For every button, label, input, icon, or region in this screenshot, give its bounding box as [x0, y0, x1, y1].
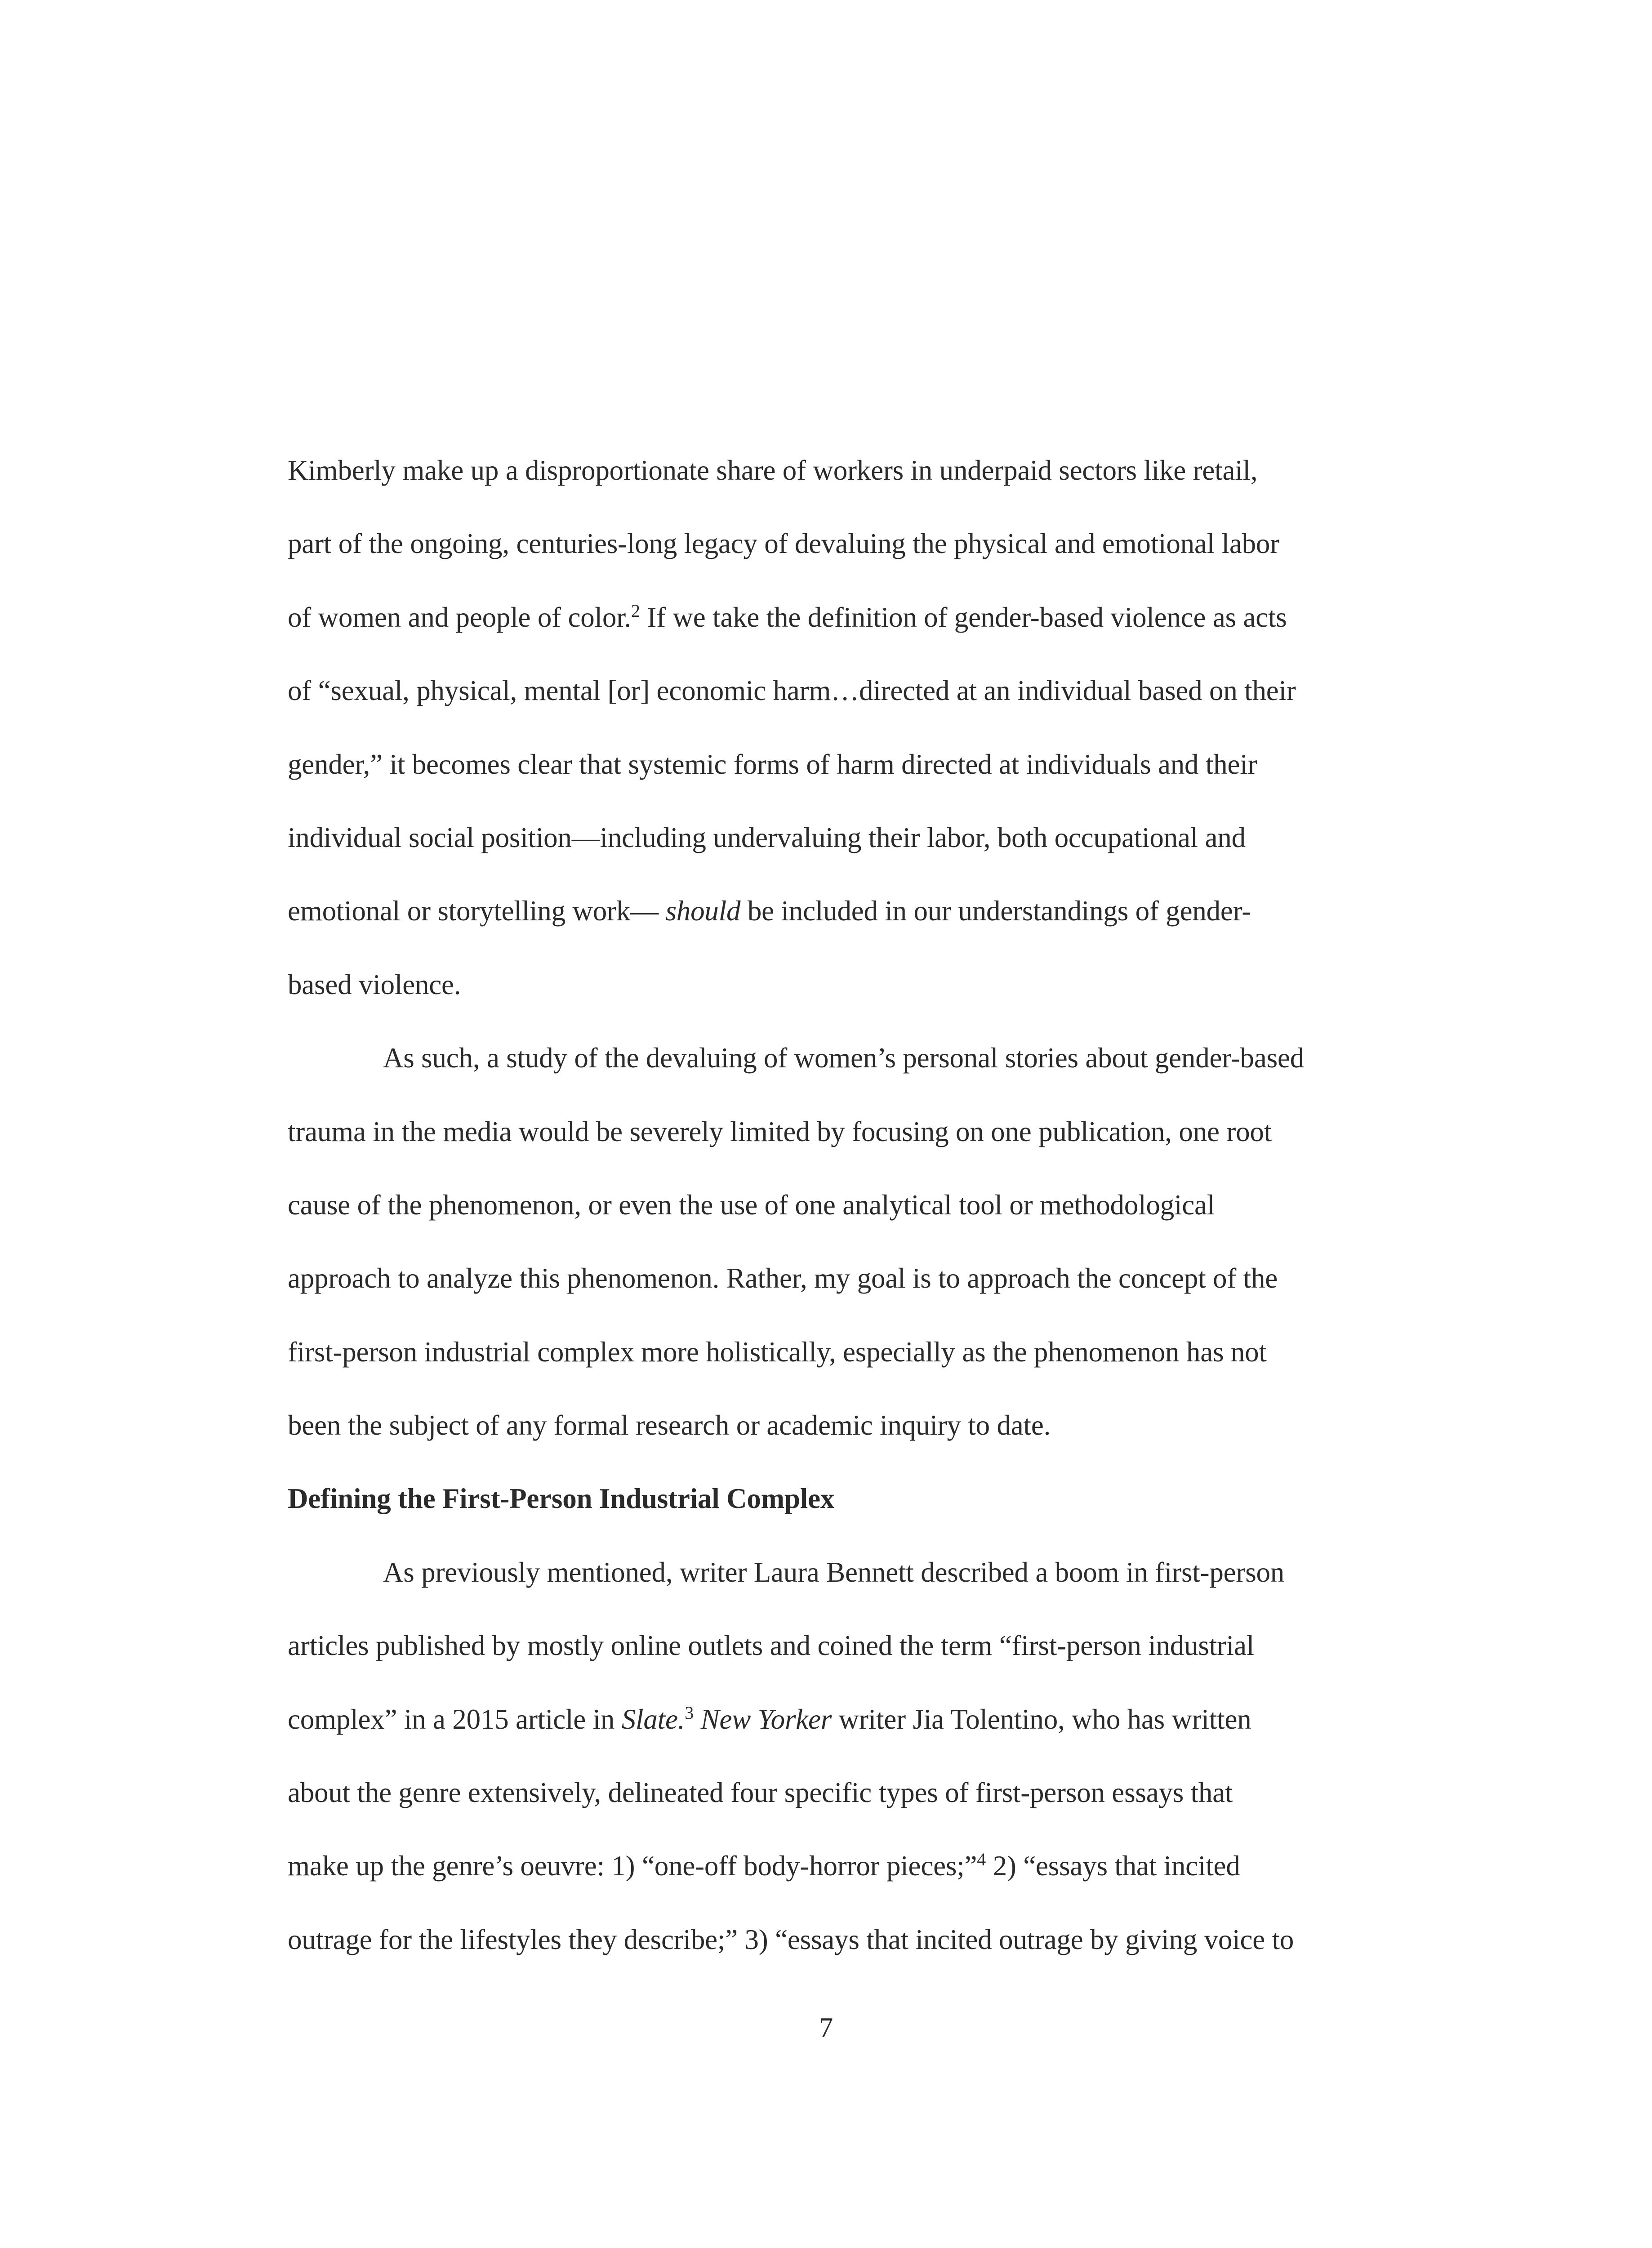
- text-line: [288, 1756, 1438, 1829]
- text-run: of women and people of color.: [288, 601, 631, 633]
- section-heading: [288, 1462, 1438, 1535]
- text-line: [288, 728, 1438, 801]
- text-line: [288, 1021, 1438, 1095]
- text-run: first-person industrial complex more holistically, especially as the phenomenon has not: [288, 1336, 1267, 1368]
- text-line: [288, 434, 1438, 507]
- text-line: [288, 1169, 1438, 1242]
- text-line: [288, 1683, 1438, 1756]
- page-number: 7: [819, 2012, 833, 2043]
- text-run: make up the genre’s oeuvre: 1) “one-off body-horror pieces;”: [288, 1850, 977, 1882]
- footnote-marker: 4: [977, 1849, 986, 1870]
- text-line: [288, 507, 1438, 580]
- italic-text: Slate.: [621, 1703, 685, 1735]
- text-run: be included in our understandings of gender-: [740, 895, 1251, 927]
- text-line: [288, 1829, 1438, 1903]
- italic-text: New Yorker: [700, 1703, 832, 1735]
- text-line: [288, 948, 1438, 1021]
- text-line: [288, 1095, 1438, 1169]
- text-line: [288, 654, 1438, 727]
- text-run: of “sexual, physical, mental [or] economic harm…directed at an individual based on their: [288, 675, 1296, 707]
- text-run: approach to analyze this phenomenon. Rather, my goal is to approach the concept of the: [288, 1262, 1278, 1294]
- text-run: [694, 1704, 701, 1735]
- text-run: based violence.: [288, 968, 461, 1000]
- text-run: Defining the First-Person Industrial Complex: [288, 1483, 835, 1515]
- text-run: about the genre extensively, delineated four specific types of first-person essays that: [288, 1777, 1233, 1809]
- text-run: 2) “essays that incited: [986, 1850, 1240, 1882]
- body-text: [288, 434, 1438, 1976]
- text-line: [288, 1389, 1438, 1462]
- text-run: gender,” it becomes clear that systemic forms of harm directed at individuals and their: [288, 748, 1257, 780]
- text-run: complex” in a 2015 article in: [288, 1703, 622, 1735]
- text-run: articles published by mostly online outlets and coined the term “first-person industrial: [288, 1630, 1255, 1662]
- text-run: As such, a study of the devaluing of women’s personal stories about gender-based: [383, 1042, 1305, 1074]
- text-run: As previously mentioned, writer Laura Bennett described a boom in first-person: [383, 1556, 1285, 1588]
- text-run: been the subject of any formal research or academic inquiry to date.: [288, 1409, 1051, 1441]
- text-line: [288, 801, 1438, 874]
- italic-text: should: [665, 895, 741, 927]
- text-run: trauma in the media would be severely limited by focusing on one publication, one root: [288, 1115, 1272, 1147]
- text-line: [288, 1903, 1438, 1976]
- footnote-marker: 2: [631, 600, 640, 621]
- text-run: cause of the phenomenon, or even the use of one analytical tool or methodological: [288, 1189, 1215, 1221]
- text-run: If we take the definition of gender-based violence as acts: [640, 601, 1287, 633]
- text-run: outrage for the lifestyles they describe;” 3) “essays that incited outrage by giving voice to: [288, 1923, 1294, 1955]
- text-line: [288, 874, 1438, 948]
- text-line: [288, 1609, 1438, 1682]
- text-run: part of the ongoing, centuries-long legacy of devaluing the physical and emotional labor: [288, 528, 1279, 560]
- text-line: [288, 1536, 1438, 1609]
- text-line: [288, 1316, 1438, 1389]
- text-run: Kimberly make up a disproportionate share of workers in underpaid sectors like retail,: [288, 455, 1258, 486]
- text-run: emotional or storytelling work—: [288, 895, 666, 927]
- text-line: [288, 1242, 1438, 1315]
- text-run: writer Jia Tolentino, who has written: [832, 1703, 1251, 1735]
- text-line: [288, 581, 1438, 654]
- text-run: individual social position—including undervaluing their labor, both occupational and: [288, 821, 1246, 853]
- footnote-marker: 3: [685, 1702, 694, 1723]
